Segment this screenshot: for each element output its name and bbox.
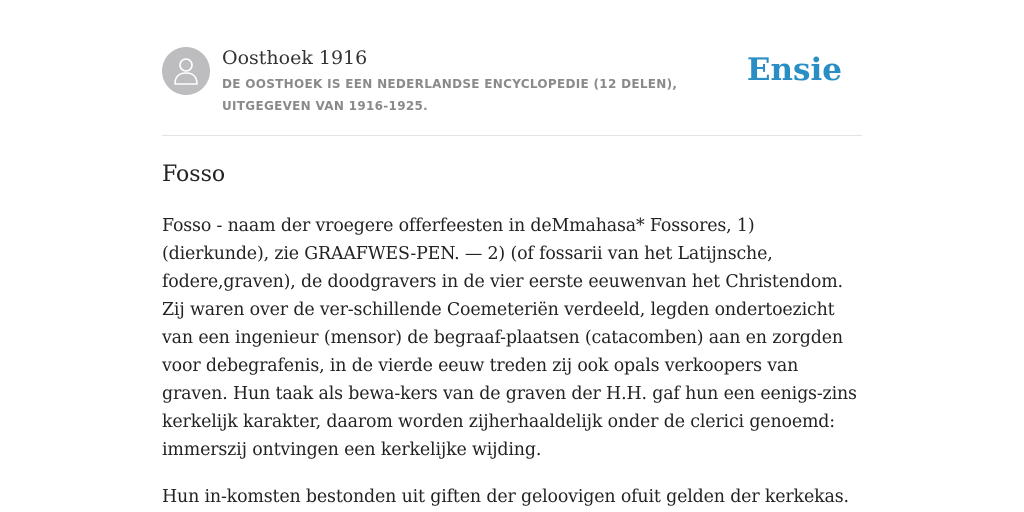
source-avatar [162, 47, 210, 95]
article-title: Fosso [162, 162, 226, 187]
source-header [162, 46, 862, 136]
source-title[interactable]: Oosthoek 1916 [222, 47, 368, 69]
article-body [162, 212, 862, 512]
ensie-logo[interactable]: Ensie [746, 52, 842, 88]
header-divider [162, 135, 862, 136]
article-paragraph: Hun in-komsten bestonden uit giften der geloovigen ofuit gelden der kerkekas. [162, 487, 849, 507]
article-paragraph: Fosso - naam der vroegere offerfeesten in deMmahasa* Fossores, 1) (dierkunde), zie GRAAFWES-PEN. — 2) (of fossarii van het Latijnsche, fodere,graven), de doodgravers in de vier eerste eeuwenvan het Christendom. Zij waren over de ver-schillende Coemeteriën verdeeld, legden ondertoezicht van een ingenieur (mensor) de begraaf-plaatsen (catacomben) aan en zorgden voor debegrafenis, in de vierde eeuw treden zij ook opals verkoopers van graven. Hun taak als bewa-kers van de graven der H.H. gaf hun een eenigs-zins kerkelijk karakter, daarom worden zijherhaaldelijk onder de clerici genoemd: immerszij ontvingen een kerkelijke wijding. [162, 216, 857, 460]
source-description: DE OOSTHOEK IS EEN NEDERLANDSE ENCYCLOPEDIE (12 DELEN), UITGEGEVEN VAN 1916-1925. [222, 77, 678, 113]
user-icon [173, 56, 199, 86]
